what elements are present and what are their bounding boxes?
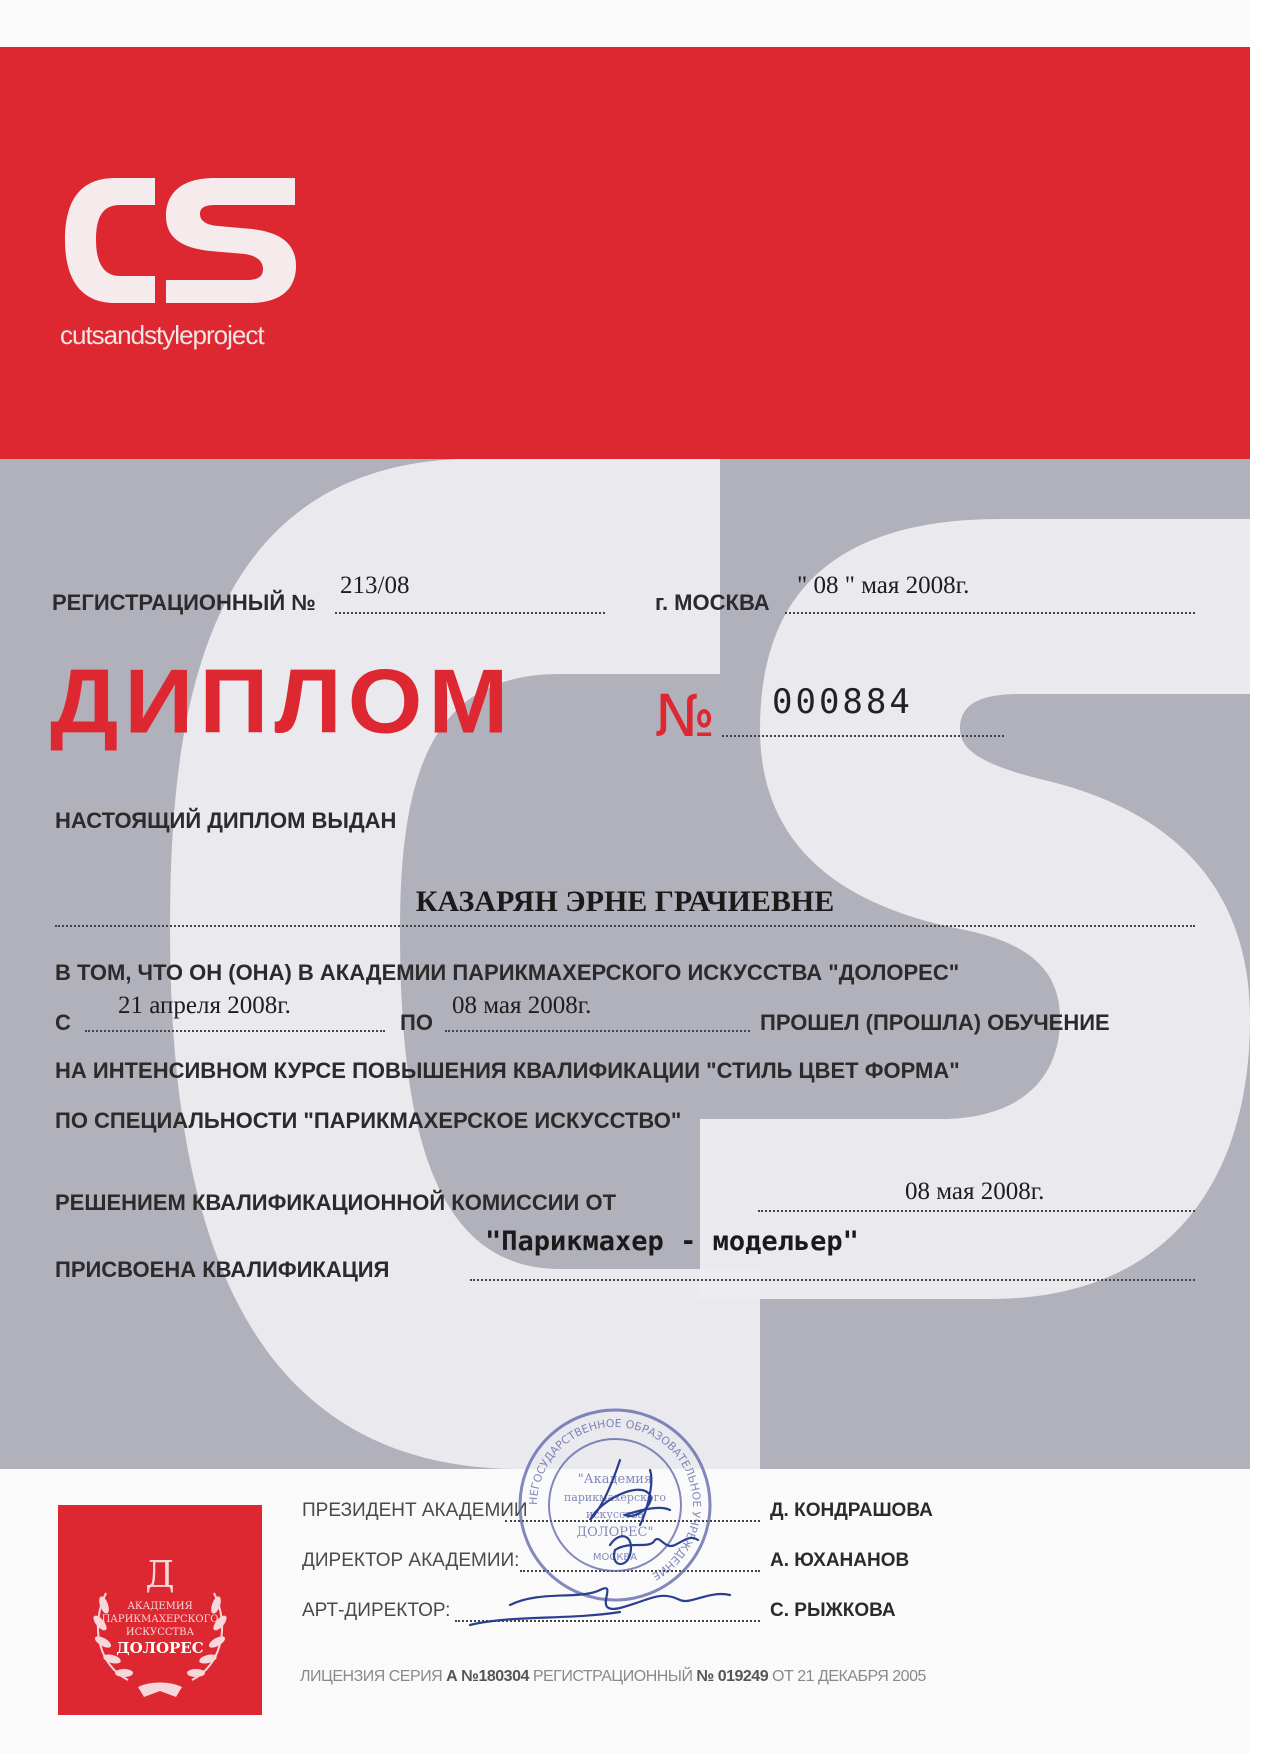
license-reg-number: № 019249 [696,1668,769,1685]
stamp-center-4: ДОЛОРЕС" [576,1525,654,1540]
to-date-value: 08 мая 2008г. [452,992,592,1019]
laurel-wreath-icon [58,1505,262,1715]
recipient-name: КАЗАРЯН ЭРНЕ ГРАЧИЕВНЕ [415,885,835,918]
issue-date-value: " 08 " мая 2008г. [797,572,970,599]
from-date-value: 21 апреля 2008г. [118,992,291,1019]
license-reg-label: РЕГИСТРАЦИОННЫЙ [532,1668,693,1685]
academy-line1: АКАДЕМИЯ [127,1601,193,1612]
license-series: А №180304 [446,1668,529,1685]
diploma-title: ДИПЛОМ [50,650,515,753]
from-label: С [55,1010,71,1035]
license-date: ОТ 21 ДЕКАБРЯ 2005 [772,1668,926,1685]
signature-name-art-director: С. РЫЖКОВА [770,1600,896,1621]
academy-line: В ТОМ, ЧТО ОН (ОНА) В АКАДЕМИИ ПАРИКМАХЕРСКОГО ИСКУССТВА "ДОЛОРЕС" [55,960,960,985]
signature-name-president: Д. КОНДРАШОВА [770,1500,933,1521]
signature-name-director: А. ЮХАНАНОВ [770,1550,910,1571]
number-line [722,735,1004,737]
from-line [85,1030,385,1032]
registration-line [335,612,605,614]
course-line: НА ИНТЕНСИВНОМ КУРСЕ ПОВЫШЕНИЯ КВАЛИФИКАЦИИ "СТИЛЬ ЦВЕТ ФОРМА" [55,1058,960,1083]
academy-letter: Д [145,1555,175,1596]
diploma-number: 000884 [772,682,913,722]
stamp-bottom: МОСКВА [592,1552,638,1563]
registration-value: 213/08 [340,572,410,599]
license-line [300,1668,926,1686]
stamp-center-3: искусства [586,1508,644,1521]
cs-logo-icon [60,168,300,313]
decision-line [758,1210,1195,1212]
decision-label: РЕШЕНИЕМ КВАЛИФИКАЦИОННОЙ КОМИССИИ ОТ [55,1190,617,1215]
passed-label: ПРОШЕЛ (ПРОШЛА) ОБУЧЕНИЕ [760,1010,1110,1035]
academy-logo [58,1505,262,1715]
handwritten-signatures-icon [450,1440,770,1650]
academy-line2: ПАРИКМАХЕРСКОГО [101,1614,219,1625]
signature-role-art-director: АРТ-ДИРЕКТОР: [302,1600,451,1621]
to-label: ПО [400,1010,433,1035]
decision-date-value: 08 мая 2008г. [905,1178,1045,1205]
stamp-ring-text: НЕГОСУДАРСТВЕННОЕ ОБРАЗОВАТЕЛЬНОЕ УЧРЕЖДЕНИЕ [526,1416,704,1583]
signature-role-president: ПРЕЗИДЕНТ АКАДЕМИИ [302,1500,528,1521]
to-line [445,1030,750,1032]
academy-name: ДОЛОРЕС [116,1639,204,1657]
stamp-center-1: "Академия [577,1472,653,1487]
city-label: г. МОСКВА [655,590,770,615]
issued-to-label: НАСТОЯЩИЙ ДИПЛОМ ВЫДАН [55,808,397,833]
stamp-center-2: парикмахерского [563,1491,667,1504]
qualification-line [470,1279,1195,1281]
signature-role-director: ДИРЕКТОР АКАДЕМИИ: [302,1550,520,1571]
qualification-label: ПРИСВОЕНА КВАЛИФИКАЦИЯ [55,1257,390,1282]
registration-label: РЕГИСТРАЦИОННЫЙ № [52,590,316,615]
academy-line3: ИСКУССТВА [125,1627,195,1638]
date-line [785,612,1195,614]
specialty-line: ПО СПЕЦИАЛЬНОСТИ "ПАРИКМАХЕРСКОЕ ИСКУССТВО" [55,1108,682,1133]
brand-tagline: cutsandstyleproject [60,320,264,350]
license-prefix: ЛИЦЕНЗИЯ СЕРИЯ [300,1668,443,1685]
number-sign: № [655,682,716,750]
recipient-line [55,925,1195,927]
qualification-value: "Парикмахер - модельер" [485,1226,859,1257]
